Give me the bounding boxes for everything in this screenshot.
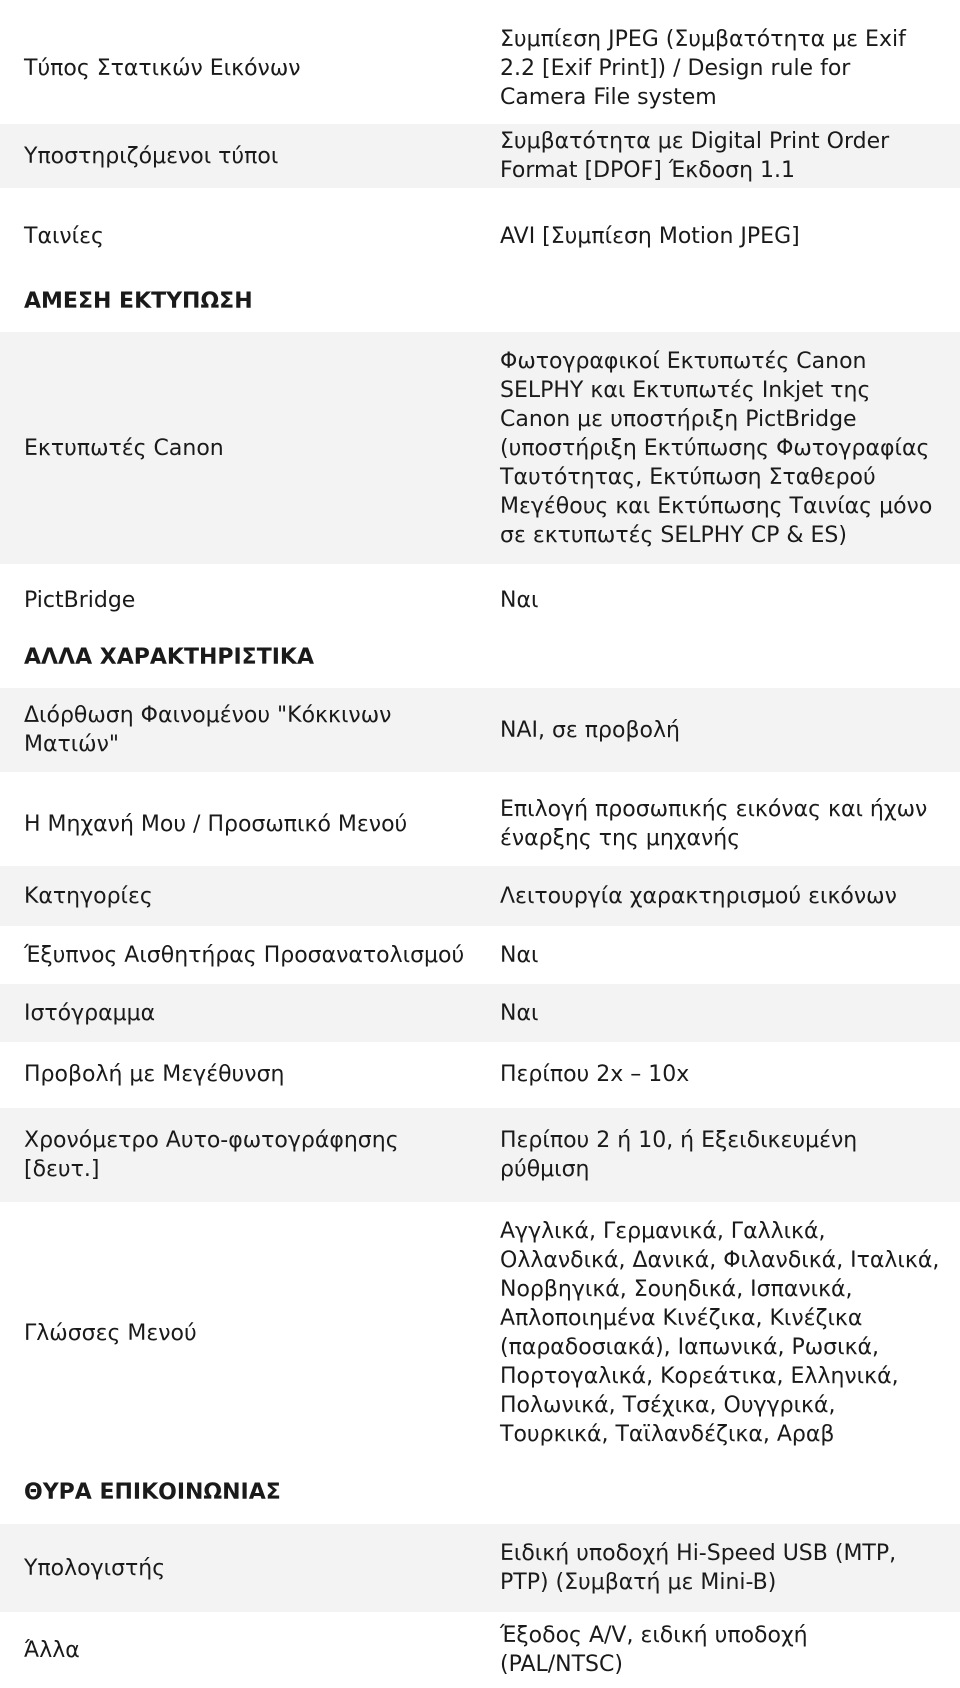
- spec-label: Χρονόμετρο Αυτο-φωτογράφησης [δευτ.]: [24, 1128, 399, 1182]
- spec-label: Κατηγορίες: [24, 883, 153, 909]
- spec-value: Ειδική υποδοχή Hi-Speed USB (MTP, PTP) (Συμβατή με Mini-B): [500, 1541, 897, 1595]
- spec-value: Επιλογή προσωπικής εικόνας και ήχων έναρξης της μηχανής: [500, 797, 928, 851]
- spec-value: Αγγλικά, Γερμανικά, Γαλλικά, Ολλανδικά, Δανικά, Φιλανδικά, Ιταλικά, Νορβηγικά, Σουηδικά, Ισπανικά, Απλοποιημένα Κινέζικα, Κινέζικα (παραδοσιακά), Ιαπωνικά, Ρωσικά, Πορτογαλικά, Κορεάτικα, Ελληνικά, Πολωνικά, Τσέχικα, Ουγγρικά, Τουρκικά, Ταϊλανδέζικα, Αραβ: [500, 1219, 940, 1447]
- spec-label: Ταινίες: [24, 223, 104, 249]
- spec-label: Διόρθωση Φαινομένου "Κόκκινων Ματιών": [24, 703, 392, 757]
- spec-label: Τύπος Στατικών Εικόνων: [24, 55, 301, 81]
- spec-label: Ιστόγραμμα: [24, 1000, 156, 1026]
- spec-value: Ναι: [500, 1000, 539, 1026]
- spec-row-still-image-type: [0, 16, 960, 120]
- spec-row-categories: [0, 866, 960, 926]
- spec-value: Λειτουργία χαρακτηρισμού εικόνων: [500, 883, 897, 909]
- section-heading-interface: ΘΥΡΑ ΕΠΙΚΟΙΝΩΝΙΑΣ: [24, 1480, 281, 1505]
- spec-label: PictBridge: [24, 587, 136, 613]
- section-heading-direct-print: ΑΜΕΣΗ ΕΚΤΥΠΩΣΗ: [24, 289, 253, 314]
- spec-row-my-camera: [0, 782, 960, 866]
- spec-row-movies: [0, 208, 960, 264]
- spec-value: Ναι: [500, 587, 539, 613]
- spec-value: Περίπου 2x – 10x: [500, 1061, 690, 1087]
- spec-value: Φωτογραφικοί Εκτυπωτές Canon SELPHY και Εκτυπωτές Inkjet της Canon με υποστήριξη PictBridge (υποστήριξη Εκτύπωσης Φωτογραφίας Ταυτότητας, Εκτύπωση Σταθερού Μεγέθους και Εκτύπωσης Ταινίας μόνο σε εκτυπωτές SELPHY CP & ES): [500, 348, 933, 548]
- spec-row-pictbridge: [0, 574, 960, 626]
- spec-row-red-eye: [0, 688, 960, 772]
- spec-label: Προβολή με Μεγέθυνση: [24, 1061, 285, 1087]
- spec-value: Ναι: [500, 942, 539, 968]
- spec-row-menu-languages: [0, 1206, 960, 1460]
- spec-row-other: [0, 1612, 960, 1688]
- spec-row-magnified-view: [0, 1046, 960, 1102]
- spec-value: Συμβατότητα με Digital Print Order Format [DPOF] Έκδοση 1.1: [500, 129, 890, 183]
- spec-label: Η Μηχανή Μου / Προσωπικό Μενού: [24, 811, 408, 837]
- spec-row-computer: [0, 1524, 960, 1612]
- spec-row-canon-printers: [0, 332, 960, 564]
- spec-label: Έξυπνος Αισθητήρας Προσανατολισμού: [24, 942, 465, 968]
- spec-label: Υποστηριζόμενοι τύποι: [24, 143, 279, 169]
- spec-label: Γλώσσες Μενού: [24, 1320, 197, 1346]
- spec-value: Περίπου 2 ή 10, ή Εξειδικευμένη ρύθμιση: [500, 1128, 858, 1182]
- spec-value: AVI [Συμπίεση Motion JPEG]: [500, 223, 800, 249]
- spec-value: ΝΑΙ, σε προβολή: [500, 717, 680, 743]
- spec-row-supported-types: [0, 124, 960, 188]
- spec-row-orientation-sensor: [0, 926, 960, 984]
- spec-label: Εκτυπωτές Canon: [24, 435, 224, 461]
- spec-label: Υπολογιστής: [24, 1555, 166, 1581]
- spec-row-self-timer: [0, 1108, 960, 1202]
- section-heading-other-features: ΑΛΛΑ ΧΑΡΑΚΤΗΡΙΣΤΙΚΑ: [24, 645, 314, 670]
- spec-label: Άλλα: [24, 1637, 80, 1663]
- spec-value: Συμπίεση JPEG (Συμβατότητα με Exif 2.2 [Exif Print]) / Design rule for Camera File system: [500, 26, 906, 110]
- spec-value: Έξοδος A/V, ειδική υποδοχή (PAL/NTSC): [500, 1623, 808, 1677]
- spec-row-histogram: [0, 984, 960, 1042]
